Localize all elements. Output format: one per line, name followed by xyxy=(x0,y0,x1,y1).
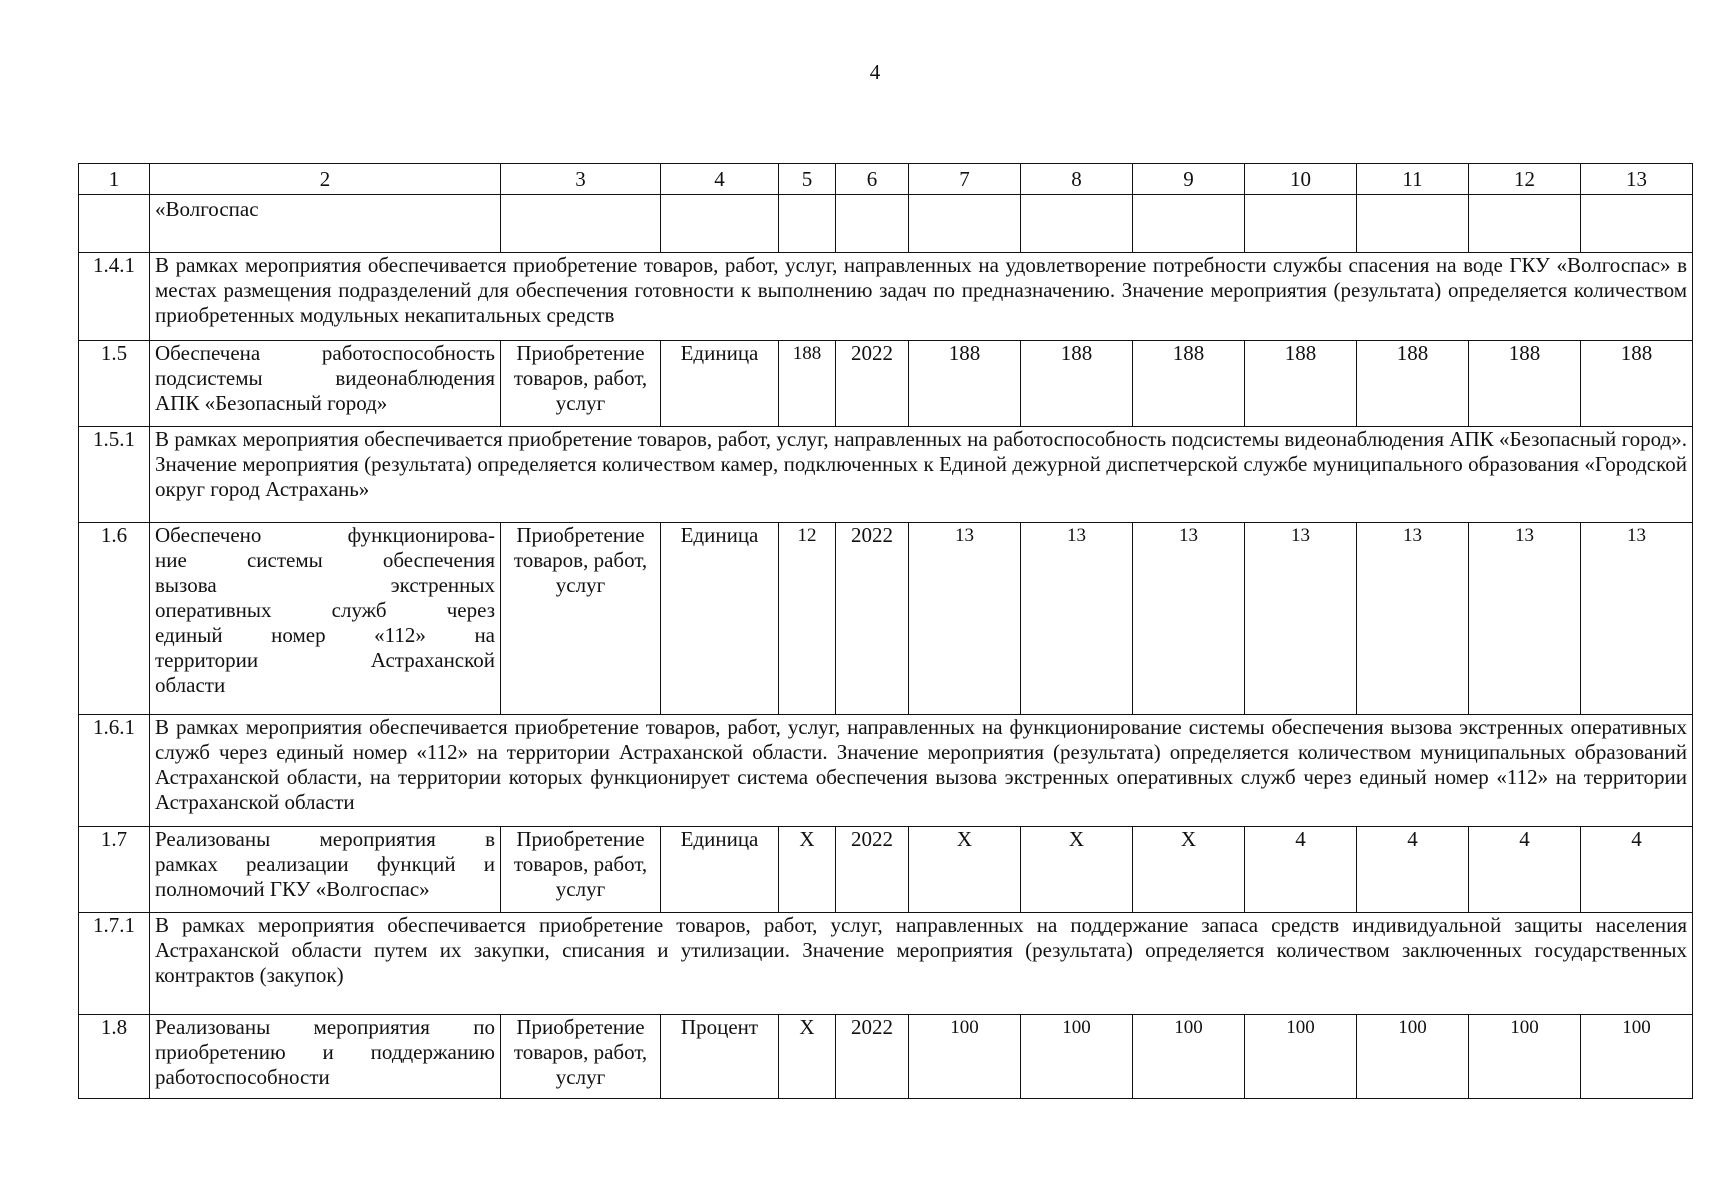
year-value: 188 xyxy=(1133,341,1245,427)
unit: Единица xyxy=(661,523,779,715)
row-id: 1.8 xyxy=(79,1015,150,1099)
unit: Единица xyxy=(661,827,779,913)
measure-type xyxy=(501,341,661,427)
year-value: X xyxy=(1021,827,1133,913)
column-number: 9 xyxy=(1133,164,1245,195)
year-value: 188 xyxy=(1021,341,1133,427)
column-number: 7 xyxy=(909,164,1021,195)
measure-type-line: Приобретение xyxy=(516,1015,645,1039)
measure-type-line: услуг xyxy=(555,1065,606,1089)
indicator-name-line: приобретению и поддержанию xyxy=(155,1040,495,1064)
indicator-name xyxy=(150,1015,501,1099)
row-id: 1.7.1 xyxy=(79,913,150,1015)
measure-type-line: Приобретение xyxy=(516,827,645,851)
year-value: 188 xyxy=(909,341,1021,427)
indicator-name-line: АПК «Безопасный город» xyxy=(155,391,388,415)
base-value: X xyxy=(779,1015,836,1099)
indicator-name-line: территории Астраханской xyxy=(155,648,495,672)
measure-type-line: товаров, работ, xyxy=(513,852,648,876)
indicator-name xyxy=(150,523,501,715)
year-value: 100 xyxy=(1469,1015,1581,1099)
indicator-name-line: Реализованы мероприятия в xyxy=(155,827,495,851)
year-value: 100 xyxy=(1133,1015,1245,1099)
row-id: 1.5 xyxy=(79,341,150,427)
year-value: 188 xyxy=(1245,341,1357,427)
measure-type xyxy=(501,523,661,715)
column-number: 1 xyxy=(79,164,150,195)
indicator-name xyxy=(150,341,501,427)
table-row xyxy=(79,523,1693,715)
measure-type-line: услуг xyxy=(555,573,606,597)
indicators-table xyxy=(78,163,1693,1099)
table-row xyxy=(79,913,1693,1015)
column-number: 12 xyxy=(1469,164,1581,195)
year-value: 4 xyxy=(1581,827,1693,913)
year-value: 13 xyxy=(1021,523,1133,715)
indicator-name-line: оперативных служб через xyxy=(155,598,495,622)
measure-type-line: товаров, работ, xyxy=(513,1040,648,1064)
empty-cell xyxy=(836,195,909,253)
year-value: 188 xyxy=(1357,341,1469,427)
column-number: 11 xyxy=(1357,164,1469,195)
year-value: 100 xyxy=(1021,1015,1133,1099)
column-number: 6 xyxy=(836,164,909,195)
year-value: 13 xyxy=(1581,523,1693,715)
column-number: 13 xyxy=(1581,164,1693,195)
year-value: 13 xyxy=(1245,523,1357,715)
base-year: 2022 xyxy=(836,1015,909,1099)
measure-type xyxy=(501,1015,661,1099)
empty-cell xyxy=(909,195,1021,253)
indicator-name-line: Обеспечено функционирова- xyxy=(155,523,495,547)
indicator-name-line: ние системы обеспечения xyxy=(155,548,495,572)
indicator-name-line: вызова экстренных xyxy=(155,573,495,597)
column-number: 5 xyxy=(779,164,836,195)
year-value: 100 xyxy=(1357,1015,1469,1099)
unit: Процент xyxy=(661,1015,779,1099)
year-value: 13 xyxy=(1357,523,1469,715)
year-value: 13 xyxy=(909,523,1021,715)
measure-type-line: товаров, работ, xyxy=(513,366,648,390)
empty-cell xyxy=(1133,195,1245,253)
measure-type-line: Приобретение xyxy=(516,523,645,547)
empty-cell xyxy=(501,195,661,253)
indicator-name-line: Реализованы мероприятия по xyxy=(155,1015,495,1039)
indicator-name-line: работоспособности xyxy=(155,1065,330,1089)
indicator-name-line: рамках реализации функций и xyxy=(155,852,495,876)
table-row xyxy=(79,827,1693,913)
indicator-name-line: подсистемы видеонаблюдения xyxy=(155,366,495,390)
year-value: X xyxy=(1133,827,1245,913)
empty-cell xyxy=(1357,195,1469,253)
empty-cell xyxy=(1245,195,1357,253)
indicator-name-line: единый номер «112» на xyxy=(155,623,495,647)
empty-cell xyxy=(1021,195,1133,253)
measure-type-line: услуг xyxy=(555,877,606,901)
measure-description: В рамках мероприятия обеспечивается приобретение товаров, работ, услуг, направленных на работоспособность подсистемы видеонаблюдения АПК «Безопасный город». Значение мероприятия (результата) определяется количеством камер, подключенных к Единой дежурной диспетчерской службе муниципального образования «Городской округ город Астрахань» xyxy=(150,427,1693,523)
indicator-name-line: полномочий ГКУ «Волгоспас» xyxy=(155,877,430,901)
row-id-cell xyxy=(79,195,150,253)
table-row xyxy=(79,1015,1693,1099)
column-number: 3 xyxy=(501,164,661,195)
year-value: 100 xyxy=(1581,1015,1693,1099)
table-row xyxy=(79,427,1693,523)
indicator-name-line: области xyxy=(155,673,226,697)
year-value: 100 xyxy=(909,1015,1021,1099)
base-year: 2022 xyxy=(836,341,909,427)
year-value: X xyxy=(909,827,1021,913)
column-number: 2 xyxy=(150,164,501,195)
row-id: 1.7 xyxy=(79,827,150,913)
measure-description: В рамках мероприятия обеспечивается приобретение товаров, работ, услуг, направленных на поддержание запаса средств индивидуальной защиты населения Астраханской области путем их закупки, списания и утилизации. Значение мероприятия (результата) определяется количеством заключенных государственных контрактов (закупок) xyxy=(150,913,1693,1015)
table-row xyxy=(79,195,1693,253)
row-id: 1.4.1 xyxy=(79,253,150,341)
base-value: X xyxy=(779,827,836,913)
measure-type xyxy=(501,827,661,913)
year-value: 13 xyxy=(1469,523,1581,715)
year-value: 4 xyxy=(1357,827,1469,913)
empty-cell xyxy=(661,195,779,253)
year-value: 188 xyxy=(1469,341,1581,427)
table-row xyxy=(79,341,1693,427)
base-year: 2022 xyxy=(836,523,909,715)
row-id: 1.5.1 xyxy=(79,427,150,523)
base-year: 2022 xyxy=(836,827,909,913)
measure-description: В рамках мероприятия обеспечивается приобретение товаров, работ, услуг, направленных на функционирование системы обеспечения вызова экстренных оперативных служб через единый номер «112» на территории Астраханской области. Значение мероприятия (результата) определяется количеством муниципальных образований Астраханской области, на территории которых функционирует система обеспечения вызова экстренных оперативных служб через единый номер «112» на территории Астраханской области xyxy=(150,715,1693,827)
indicator-name xyxy=(150,827,501,913)
indicator-name-line: Обеспечена работоспособность xyxy=(155,341,495,365)
base-value: 188 xyxy=(779,341,836,427)
indicator-name-cell: «Волгоспас xyxy=(150,195,501,253)
year-value: 13 xyxy=(1133,523,1245,715)
table-row xyxy=(79,715,1693,827)
year-value: 4 xyxy=(1245,827,1357,913)
measure-type-line: товаров, работ, xyxy=(513,548,648,572)
measure-type-line: Приобретение xyxy=(516,341,645,365)
unit: Единица xyxy=(661,341,779,427)
column-number: 10 xyxy=(1245,164,1357,195)
row-id: 1.6 xyxy=(79,523,150,715)
empty-cell xyxy=(779,195,836,253)
year-value: 4 xyxy=(1469,827,1581,913)
column-number-row xyxy=(79,164,1693,195)
base-value: 12 xyxy=(779,523,836,715)
page-number: 4 xyxy=(869,60,881,84)
table-row xyxy=(79,253,1693,341)
year-value: 188 xyxy=(1581,341,1693,427)
column-number: 4 xyxy=(661,164,779,195)
empty-cell xyxy=(1469,195,1581,253)
column-number: 8 xyxy=(1021,164,1133,195)
empty-cell xyxy=(1581,195,1693,253)
measure-type-line: услуг xyxy=(555,391,606,415)
row-id: 1.6.1 xyxy=(79,715,150,827)
year-value: 100 xyxy=(1245,1015,1357,1099)
measure-description: В рамках мероприятия обеспечивается приобретение товаров, работ, услуг, направленных на удовлетворение потребности службы спасения на воде ГКУ «Волгоспас» в местах размещения подразделений для обеспечения готовности к выполнению задач по предназначению. Значение мероприятия (результата) определяется количеством приобретенных модульных некапитальных средств xyxy=(150,253,1693,341)
